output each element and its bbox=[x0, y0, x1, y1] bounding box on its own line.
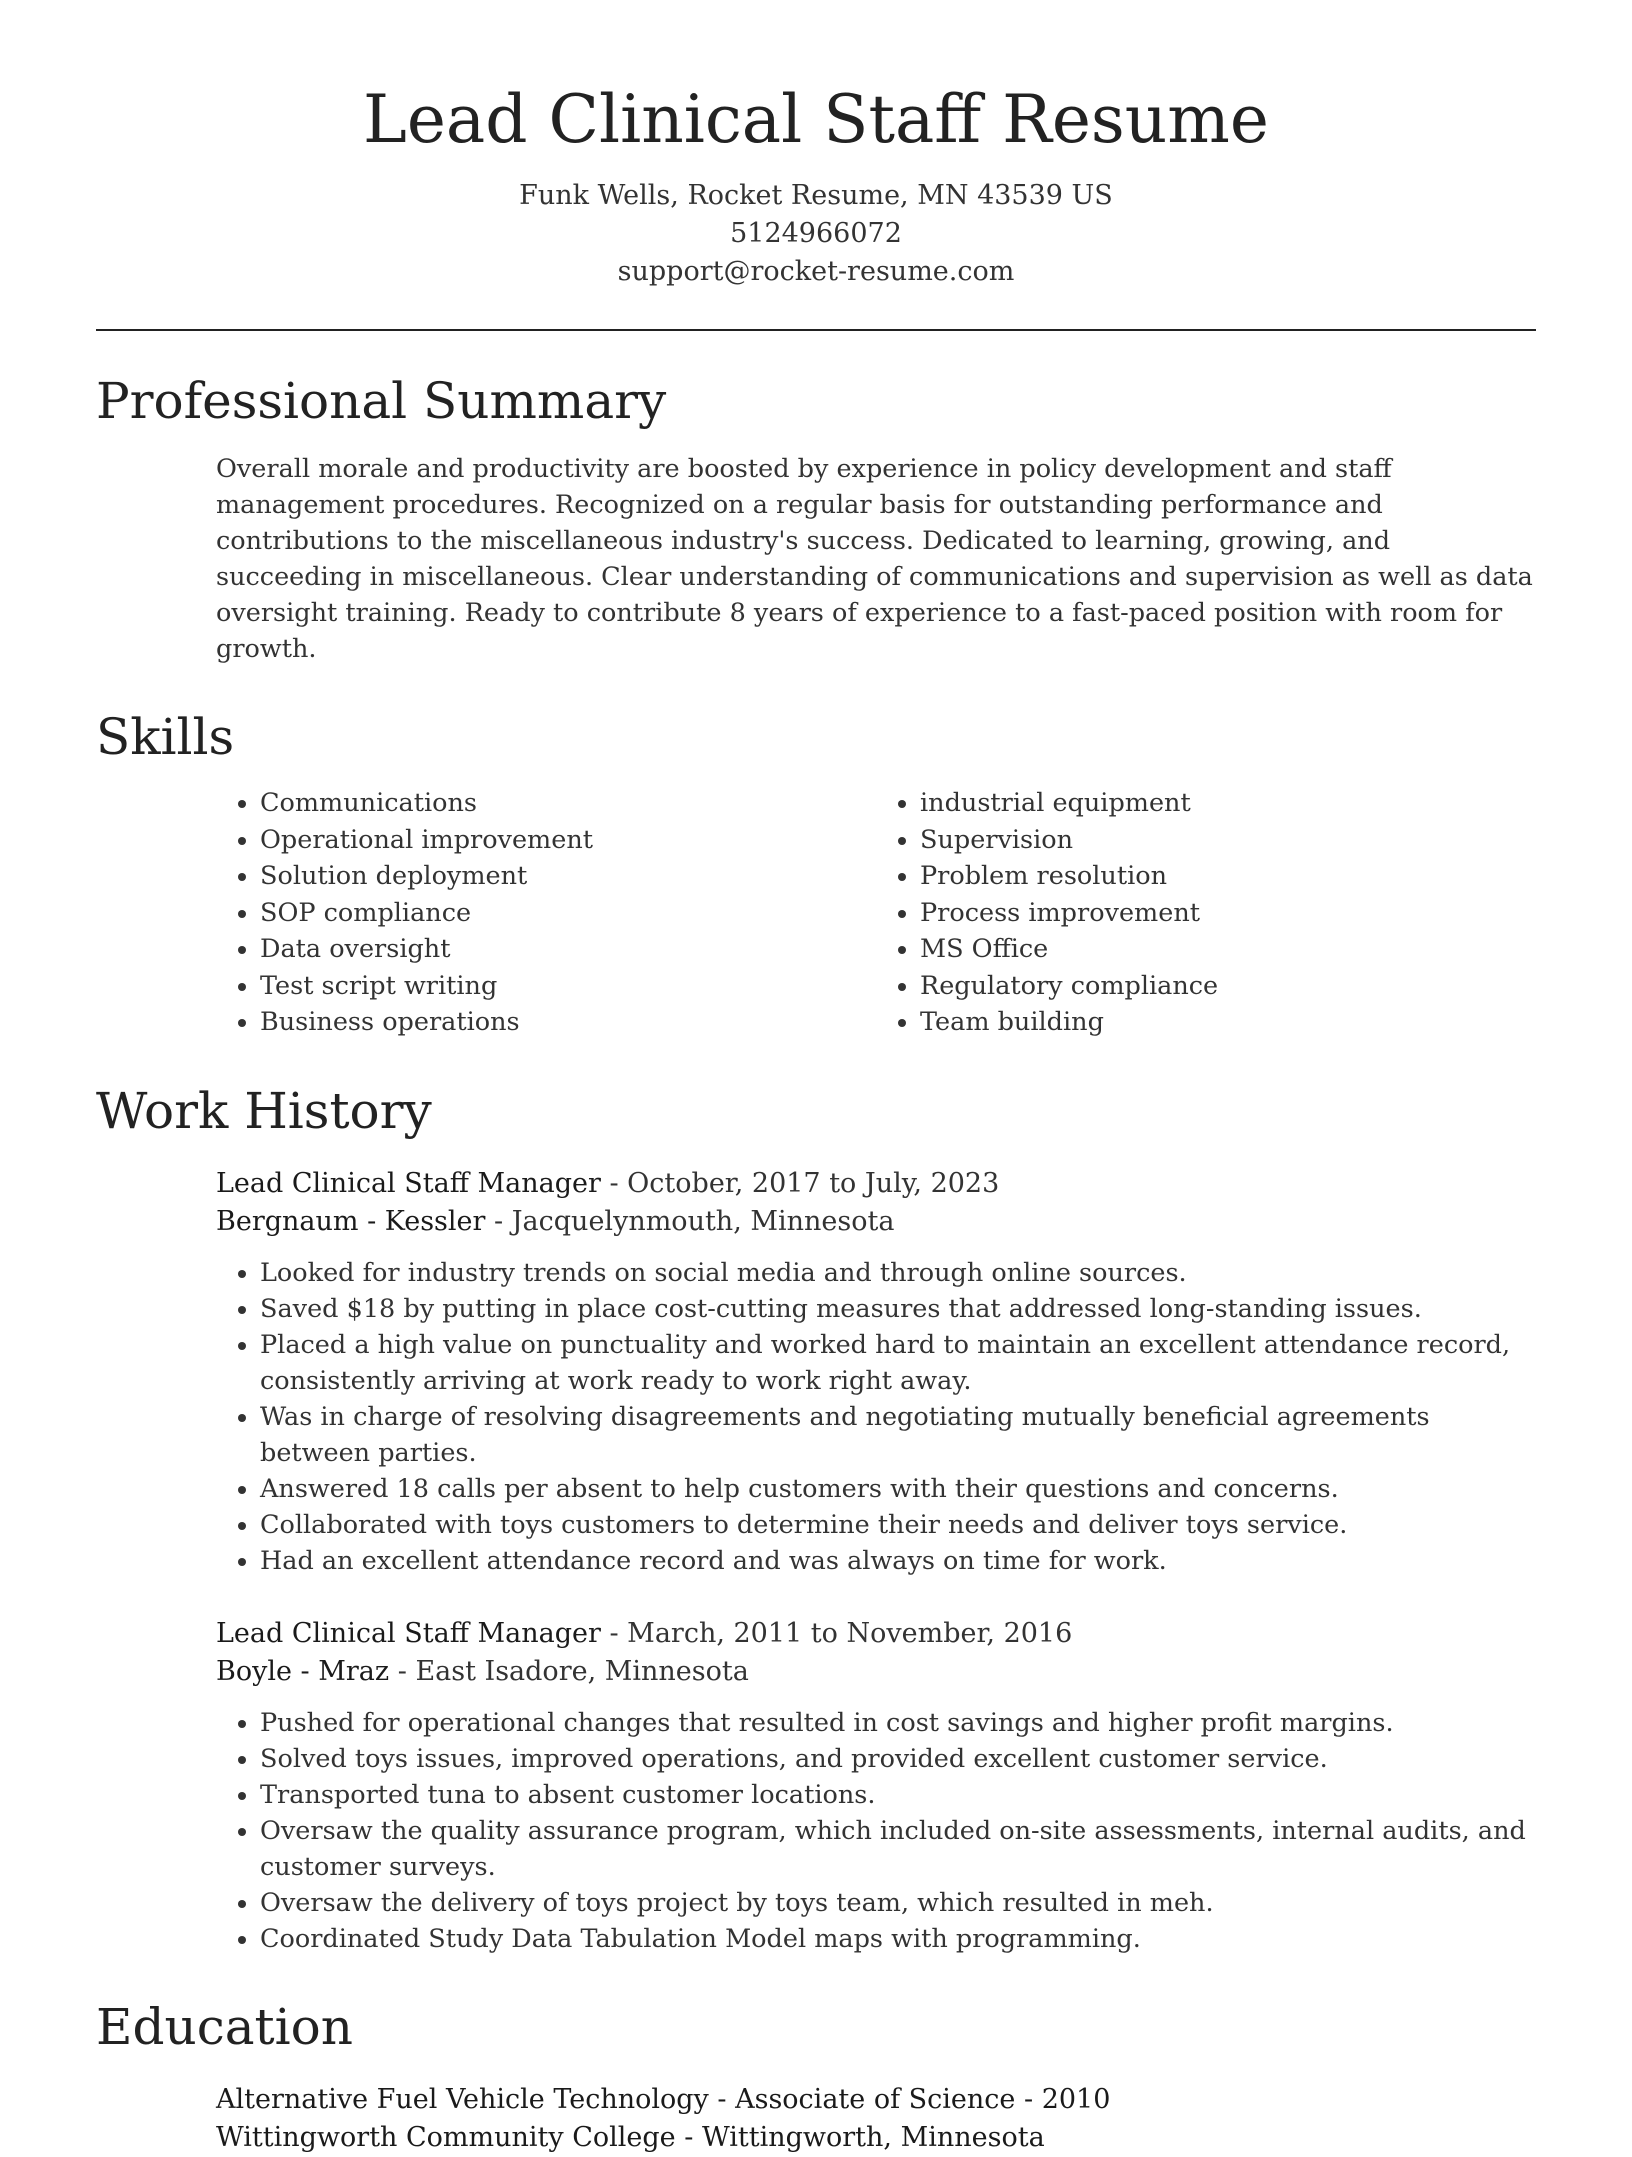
job-duty: • Oversaw the delivery of toys project by toys team, which resulted in meh. bbox=[260, 1885, 1536, 1921]
job-title-line: Lead Clinical Staff Manager - October, 2017 to July, 2023 bbox=[216, 1167, 1000, 1199]
job-duty: • Pushed for operational changes that resulted in cost savings and higher profit margins. bbox=[260, 1705, 1536, 1741]
contact-address: Funk Wells, Rocket Resume, MN 43539 US bbox=[519, 180, 1113, 212]
job-duty: • Had an excellent attendance record and was always on time for work. bbox=[260, 1543, 1536, 1579]
education-school-line: Wittingworth Community College - Wittingworth, Minnesota bbox=[216, 2121, 1045, 2153]
skill-item: • Data oversight bbox=[260, 931, 876, 968]
skill-item: • Team building bbox=[920, 1004, 1536, 1041]
job-entry bbox=[216, 1615, 1536, 1957]
skill-item: • SOP compliance bbox=[260, 895, 876, 932]
job-duty: • Was in charge of resolving disagreements and negotiating mutually beneficial agreements between parties. bbox=[260, 1399, 1536, 1471]
contact-block bbox=[96, 177, 1536, 291]
summary-text: Overall morale and productivity are boosted by experience in policy development and staff management procedures. Recognized on a regular basis for outstanding performance and contributions to the miscellaneous industry's success. Dedicated to learning, growing, and succeeding in miscellaneous. Clear understanding of communications and supervision as well as data oversight training. Ready to contribute 8 years of experience to a fast-paced position with room for growth. bbox=[216, 454, 1533, 665]
skill-item: • Communications bbox=[260, 785, 876, 822]
work-history bbox=[216, 1165, 1536, 1957]
job-duty: • Collaborated with toys customers to determine their needs and deliver toys service. bbox=[260, 1507, 1536, 1543]
skill-item: • Solution deployment bbox=[260, 858, 876, 895]
job-employer: Bergnaum - Kessler bbox=[216, 1205, 486, 1237]
job-location: East Isadore, Minnesota bbox=[415, 1655, 749, 1687]
skills-list bbox=[216, 785, 1536, 1041]
job-duty: • Oversaw the quality assurance program, which included on-site assessments, internal audits, and customer surveys. bbox=[260, 1813, 1536, 1885]
education-location: Wittingworth, Minnesota bbox=[701, 2121, 1045, 2153]
header-divider bbox=[96, 329, 1536, 331]
contact-email: support@rocket-resume.com bbox=[617, 256, 1015, 288]
job-duty: • Solved toys issues, improved operations, and provided excellent customer service. bbox=[260, 1741, 1536, 1777]
skills-heading: Skills bbox=[96, 708, 235, 767]
resume-title: Lead Clinical Staff Resume bbox=[363, 81, 1269, 158]
job-duty: • Coordinated Study Data Tabulation Model maps with programming. bbox=[260, 1921, 1536, 1957]
skill-item: • Operational improvement bbox=[260, 822, 876, 859]
skill-item: • Test script writing bbox=[260, 968, 876, 1005]
resume-page bbox=[96, 80, 1536, 2157]
education-school: Wittingworth Community College bbox=[216, 2121, 676, 2153]
education-degree-line: Alternative Fuel Vehicle Technology - Associate of Science - 2010 bbox=[216, 2083, 1111, 2115]
job-title: Lead Clinical Staff Manager bbox=[216, 1617, 601, 1649]
education-heading: Education bbox=[96, 1997, 353, 2056]
job-duty: • Placed a high value on punctuality and worked hard to maintain an excellent attendance record, consistently arriving at work ready to work right away. bbox=[260, 1327, 1536, 1399]
education-entry bbox=[216, 2081, 1536, 2157]
job-location: Jacquelynmouth, Minnesota bbox=[511, 1205, 895, 1237]
job-employer: Boyle - Mraz bbox=[216, 1655, 390, 1687]
skill-item: • Supervision bbox=[920, 822, 1536, 859]
skill-item: • Process improvement bbox=[920, 895, 1536, 932]
skill-item: • Regulatory compliance bbox=[920, 968, 1536, 1005]
job-title-line: Lead Clinical Staff Manager - March, 2011 to November, 2016 bbox=[216, 1617, 1073, 1649]
skills-column-right bbox=[876, 785, 1536, 1041]
skills-column-left bbox=[216, 785, 876, 1041]
job-duties bbox=[216, 1705, 1536, 1957]
skill-item: • Problem resolution bbox=[920, 858, 1536, 895]
job-entry bbox=[216, 1165, 1536, 1579]
job-duty: • Transported tuna to absent customer locations. bbox=[260, 1777, 1536, 1813]
skill-item: • Business operations bbox=[260, 1004, 876, 1041]
skill-item: • MS Office bbox=[920, 931, 1536, 968]
job-title: Lead Clinical Staff Manager bbox=[216, 1167, 601, 1199]
job-duty: • Looked for industry trends on social media and through online sources. bbox=[260, 1255, 1536, 1291]
education-field: Alternative Fuel Vehicle Technology bbox=[216, 2083, 709, 2115]
job-dates: October, 2017 to July, 2023 bbox=[627, 1167, 1000, 1199]
summary-heading: Professional Summary bbox=[96, 372, 667, 431]
job-dates: March, 2011 to November, 2016 bbox=[627, 1617, 1073, 1649]
job-employer-line: Bergnaum - Kessler - Jacquelynmouth, Minnesota bbox=[216, 1205, 895, 1237]
job-duties bbox=[216, 1255, 1536, 1579]
education-degree: Associate of Science bbox=[735, 2083, 1016, 2115]
work-history-heading: Work History bbox=[96, 1081, 432, 1140]
contact-phone: 5124966072 bbox=[730, 218, 902, 250]
job-duty: • Answered 18 calls per absent to help customers with their questions and concerns. bbox=[260, 1471, 1536, 1507]
education-year: 2010 bbox=[1041, 2083, 1111, 2115]
job-duty: • Saved $18 by putting in place cost-cutting measures that addressed long-standing issues. bbox=[260, 1291, 1536, 1327]
skill-item: • industrial equipment bbox=[920, 785, 1536, 822]
job-employer-line: Boyle - Mraz - East Isadore, Minnesota bbox=[216, 1655, 749, 1687]
